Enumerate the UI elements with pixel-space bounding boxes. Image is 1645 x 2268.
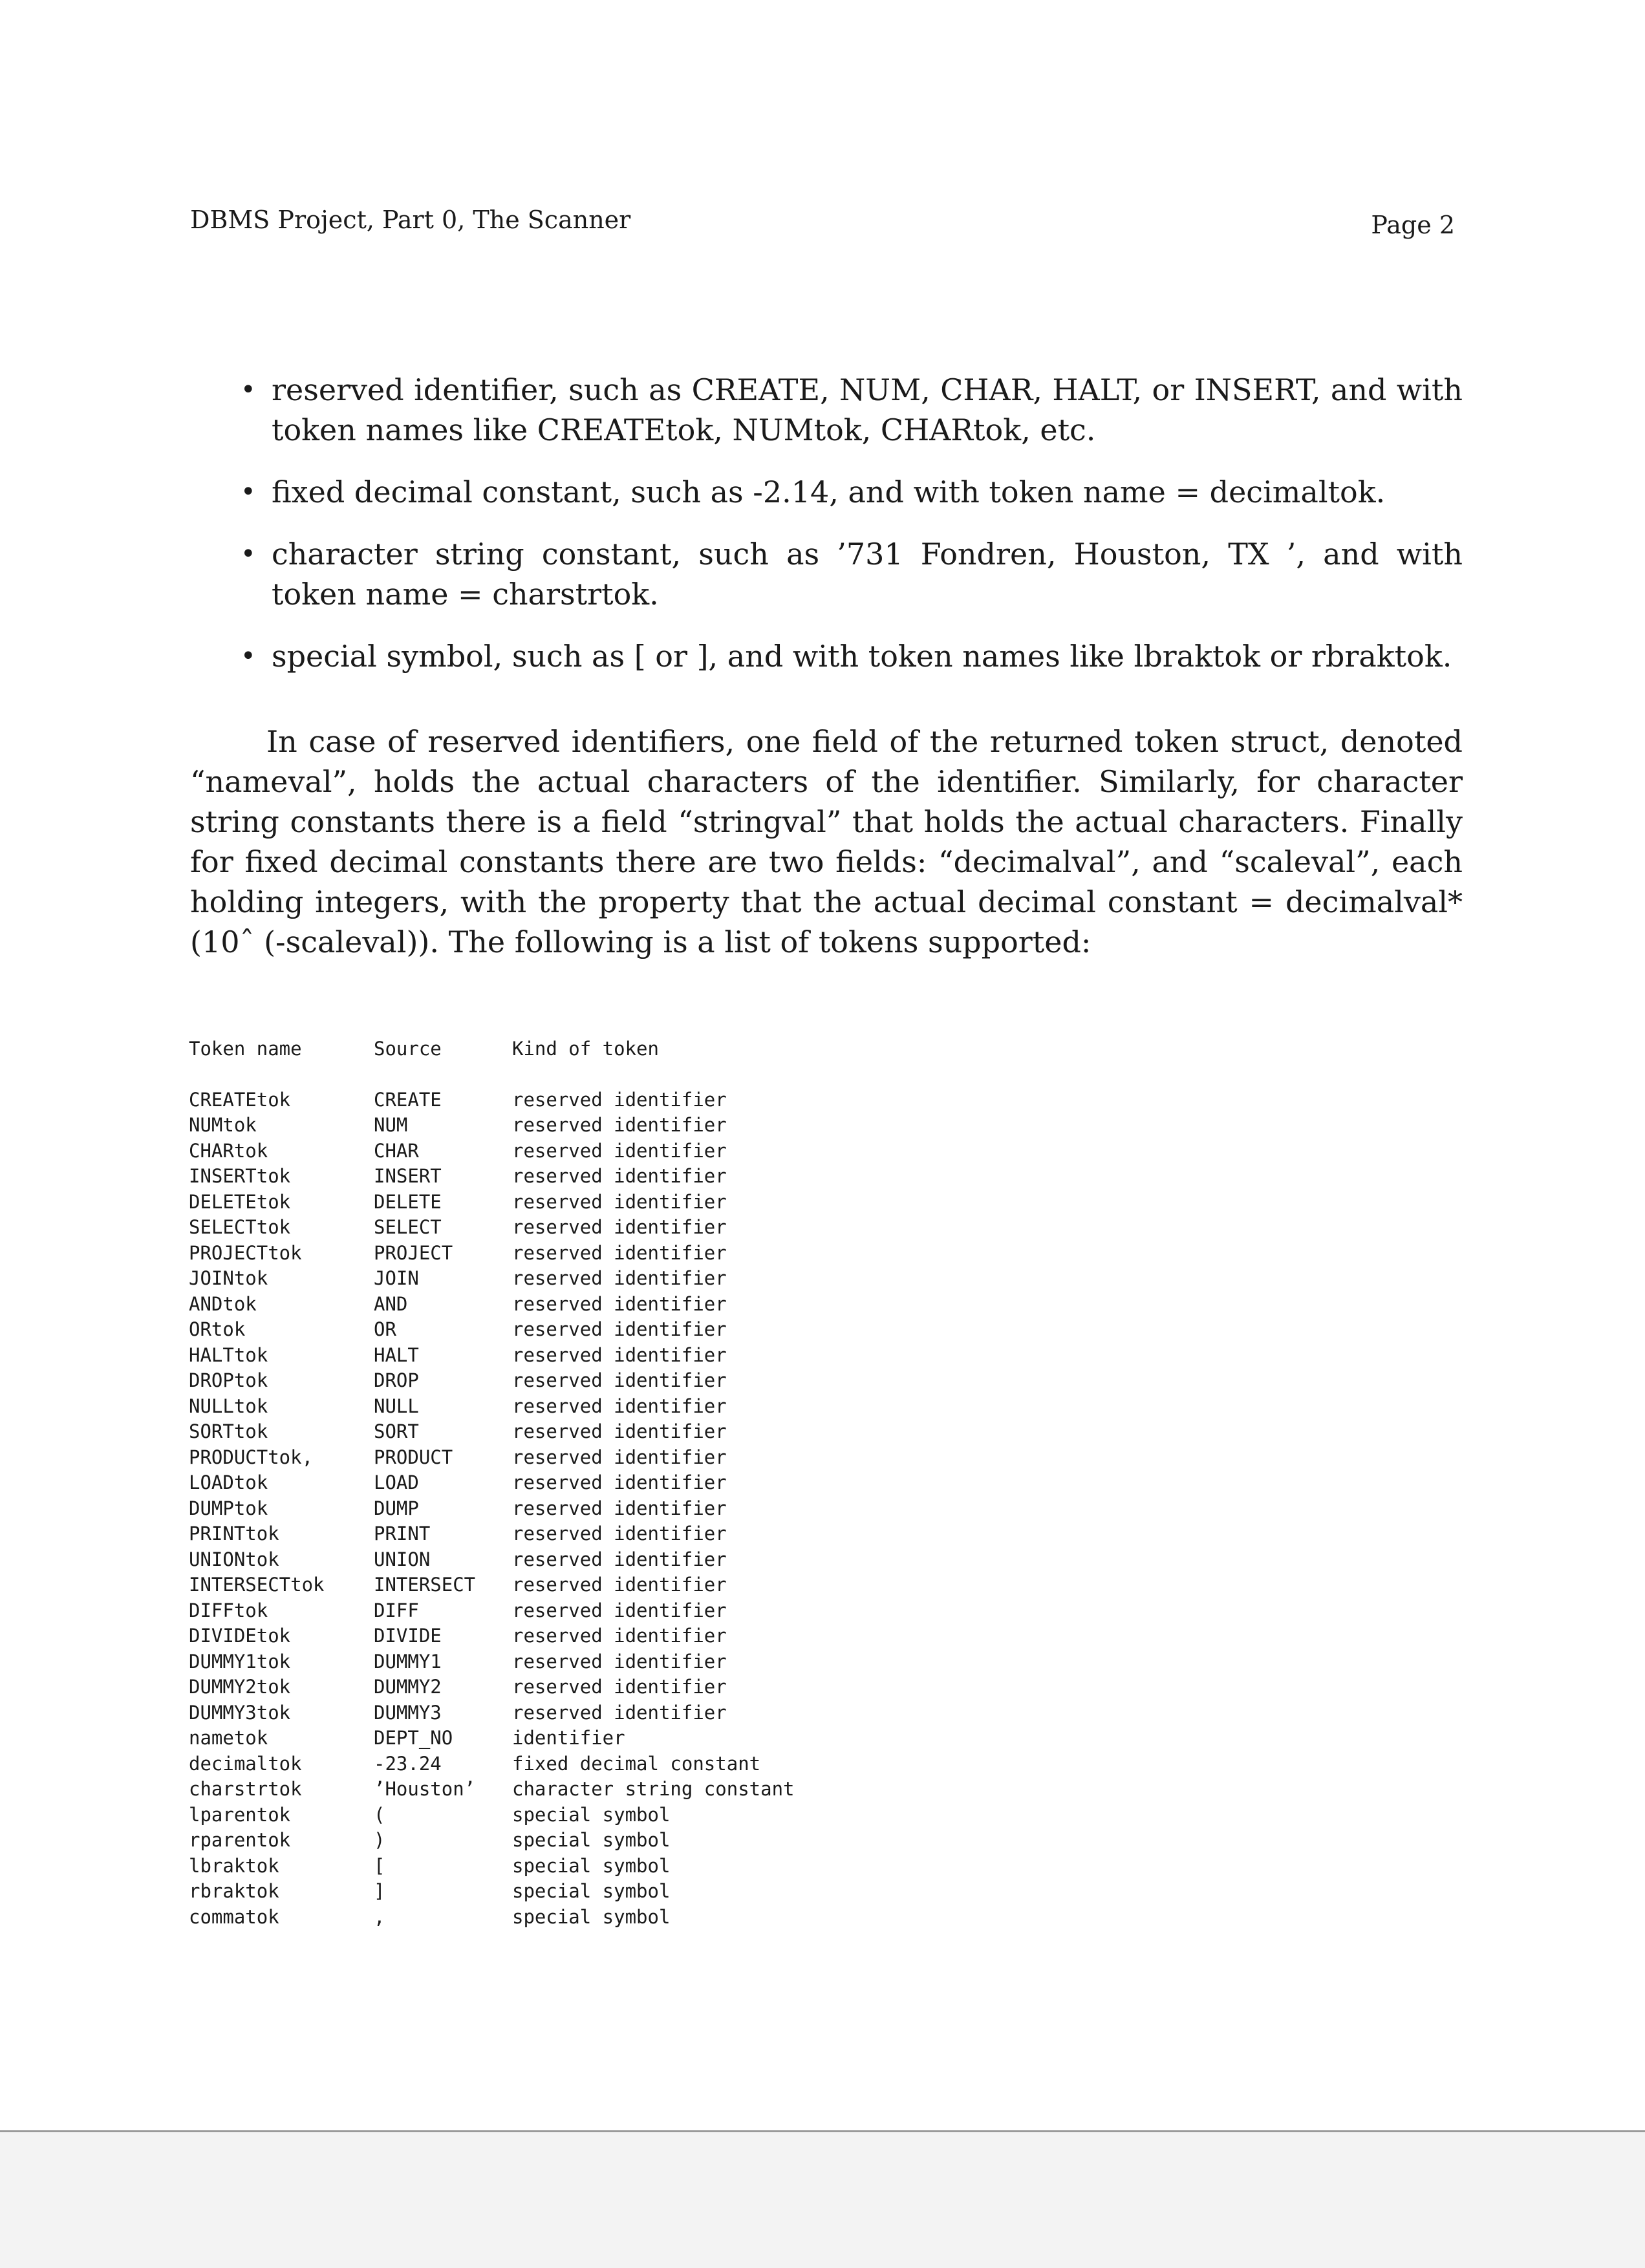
table-row bbox=[189, 1266, 795, 1292]
list-item-text: special symbol, such as [ or ], and with token names like lbraktok or rbraktok. bbox=[272, 639, 1452, 674]
cell-token-name: DROPtok bbox=[189, 1369, 268, 1391]
cell-source: ( bbox=[374, 1803, 385, 1826]
cell-source: CREATE bbox=[374, 1088, 442, 1111]
table-row bbox=[189, 1190, 795, 1215]
cell-kind: reserved identifier bbox=[512, 1523, 727, 1545]
cell-token-name: decimaltok bbox=[189, 1752, 302, 1775]
cell-kind: reserved identifier bbox=[512, 1114, 727, 1136]
cell-source: ’Houston’ bbox=[374, 1778, 476, 1800]
cell-source: LOAD bbox=[374, 1471, 419, 1493]
cell-token-name: INSERTtok bbox=[189, 1165, 291, 1187]
cell-kind: special symbol bbox=[512, 1905, 671, 1928]
cell-token-name: rbraktok bbox=[189, 1880, 279, 1902]
cell-kind: reserved identifier bbox=[512, 1343, 727, 1366]
cell-token-name: DIVIDEtok bbox=[189, 1625, 291, 1647]
cell-kind: identifier bbox=[512, 1727, 625, 1749]
cell-source: ] bbox=[374, 1880, 385, 1902]
token-kind-list bbox=[190, 370, 1463, 676]
table-row bbox=[189, 1087, 795, 1113]
list-item bbox=[190, 534, 1463, 614]
cell-source: NUM bbox=[374, 1114, 408, 1136]
cell-token-name: ANDtok bbox=[189, 1292, 257, 1315]
table-row bbox=[189, 1470, 795, 1496]
cell-kind: reserved identifier bbox=[512, 1625, 727, 1647]
cell-kind: reserved identifier bbox=[512, 1574, 727, 1596]
table-row bbox=[189, 1113, 795, 1139]
cell-kind: reserved identifier bbox=[512, 1497, 727, 1519]
cell-token-name: commatok bbox=[189, 1905, 279, 1928]
cell-token-name: NUMtok bbox=[189, 1114, 257, 1136]
table-row bbox=[189, 1854, 795, 1879]
cell-source: ) bbox=[374, 1829, 385, 1851]
cell-kind: fixed decimal constant bbox=[512, 1752, 761, 1775]
table-row bbox=[189, 1317, 795, 1343]
cell-source: SORT bbox=[374, 1420, 419, 1442]
table-row bbox=[189, 1521, 795, 1547]
page-number: Page 2 bbox=[1371, 211, 1455, 239]
cell-source: INTERSECT bbox=[374, 1574, 476, 1596]
cell-source: DIFF bbox=[374, 1599, 419, 1621]
body-paragraph: In case of reserved identifiers, one field of the returned token struct, denoted “nameval”, holds the actual characters of the identifier. Similarly, for character string constants there is a field “stringval” that holds the actual characters. Finally for fixed decimal constants there are two fields: “decimalval”, and “scaleval”, each holding integers, with the property that the actual decimal constant = decimalval*(10ˆ (-scaleval)). The following is a list of tokens supported: bbox=[190, 724, 1463, 959]
table-row bbox=[189, 1368, 795, 1394]
table-row bbox=[189, 1649, 795, 1675]
table-row bbox=[189, 1292, 795, 1318]
cell-token-name: DELETEtok bbox=[189, 1190, 291, 1213]
cell-kind: reserved identifier bbox=[512, 1088, 727, 1111]
list-item-text: reserved identifier, such as CREATE, NUM, CHAR, HALT, or INSERT, and with token names like CREATEtok, NUMtok, CHARtok, etc. bbox=[272, 372, 1463, 447]
bullet-icon: • bbox=[241, 375, 256, 405]
cell-kind: reserved identifier bbox=[512, 1471, 727, 1493]
column-header-kind: Kind of token bbox=[512, 1038, 659, 1060]
cell-kind: reserved identifier bbox=[512, 1318, 727, 1340]
column-header-token-name: Token name bbox=[189, 1038, 302, 1060]
cell-source: AND bbox=[374, 1292, 408, 1315]
cell-source: , bbox=[374, 1905, 385, 1928]
table-row bbox=[189, 1828, 795, 1854]
cell-token-name: UNIONtok bbox=[189, 1548, 279, 1570]
cell-kind: special symbol bbox=[512, 1803, 671, 1826]
cell-kind: special symbol bbox=[512, 1880, 671, 1902]
cell-token-name: DUMMY3tok bbox=[189, 1701, 291, 1724]
list-item-text: fixed decimal constant, such as -2.14, and with token name = decimaltok. bbox=[272, 475, 1386, 509]
table-row bbox=[189, 1394, 795, 1420]
column-header-source: Source bbox=[374, 1038, 442, 1060]
cell-kind: special symbol bbox=[512, 1829, 671, 1851]
cell-source: DUMMY2 bbox=[374, 1676, 442, 1698]
table-row bbox=[189, 1164, 795, 1190]
cell-token-name: charstrtok bbox=[189, 1778, 302, 1800]
list-item bbox=[190, 370, 1463, 450]
list-item bbox=[190, 636, 1463, 676]
table-row bbox=[189, 1623, 795, 1649]
table-row bbox=[189, 1905, 795, 1931]
cell-source: [ bbox=[374, 1854, 385, 1877]
cell-token-name: INTERSECTtok bbox=[189, 1574, 325, 1596]
table-row bbox=[189, 1726, 795, 1751]
cell-source: NULL bbox=[374, 1395, 419, 1417]
cell-source: PRINT bbox=[374, 1523, 431, 1545]
table-row bbox=[189, 1751, 795, 1777]
table-row bbox=[189, 1572, 795, 1598]
cell-kind: reserved identifier bbox=[512, 1676, 727, 1698]
cell-token-name: DIFFtok bbox=[189, 1599, 268, 1621]
header-title: DBMS Project, Part 0, The Scanner bbox=[190, 206, 631, 234]
cell-token-name: PRODUCTtok, bbox=[189, 1446, 314, 1468]
cell-token-name: lbraktok bbox=[189, 1854, 279, 1877]
table-row bbox=[189, 1674, 795, 1700]
cell-source: DELETE bbox=[374, 1190, 442, 1213]
cell-source: DIVIDE bbox=[374, 1625, 442, 1647]
cell-token-name: DUMMY1tok bbox=[189, 1650, 291, 1673]
cell-token-name: SELECTtok bbox=[189, 1216, 291, 1238]
list-item-text: character string constant, such as ’731 Fondren, Houston, TX ’, and with token name = charstrtok. bbox=[272, 537, 1463, 612]
cell-kind: reserved identifier bbox=[512, 1241, 727, 1264]
cell-source: JOIN bbox=[374, 1267, 419, 1289]
cell-token-name: lparentok bbox=[189, 1803, 291, 1826]
cell-kind: reserved identifier bbox=[512, 1548, 727, 1570]
cell-token-name: CHARtok bbox=[189, 1139, 268, 1162]
cell-token-name: PRINTtok bbox=[189, 1523, 279, 1545]
cell-source: HALT bbox=[374, 1343, 419, 1366]
bullet-icon: • bbox=[241, 641, 256, 671]
table-row bbox=[189, 1777, 795, 1803]
cell-kind: reserved identifier bbox=[512, 1267, 727, 1289]
table-row bbox=[189, 1419, 795, 1445]
cell-kind: reserved identifier bbox=[512, 1395, 727, 1417]
table-row bbox=[189, 1215, 795, 1241]
cell-source: DEPT_NO bbox=[374, 1727, 453, 1749]
cell-kind: reserved identifier bbox=[512, 1420, 727, 1442]
cell-token-name: DUMMY2tok bbox=[189, 1676, 291, 1698]
cell-kind: reserved identifier bbox=[512, 1446, 727, 1468]
cell-kind: reserved identifier bbox=[512, 1701, 727, 1724]
cell-token-name: HALTtok bbox=[189, 1343, 268, 1366]
cell-token-name: NULLtok bbox=[189, 1395, 268, 1417]
cell-kind: reserved identifier bbox=[512, 1369, 727, 1391]
cell-source: CHAR bbox=[374, 1139, 419, 1162]
cell-token-name: DUMPtok bbox=[189, 1497, 268, 1519]
bullet-icon: • bbox=[241, 477, 256, 507]
table-row bbox=[189, 1598, 795, 1624]
table-header-row bbox=[189, 1036, 795, 1087]
table-row bbox=[189, 1496, 795, 1522]
cell-source: DROP bbox=[374, 1369, 419, 1391]
cell-kind: special symbol bbox=[512, 1854, 671, 1877]
list-item bbox=[190, 472, 1463, 512]
cell-source: UNION bbox=[374, 1548, 431, 1570]
cell-token-name: CREATEtok bbox=[189, 1088, 291, 1111]
table-row bbox=[189, 1803, 795, 1828]
bullet-icon: • bbox=[241, 539, 256, 569]
table-row bbox=[189, 1879, 795, 1905]
cell-token-name: rparentok bbox=[189, 1829, 291, 1851]
cell-source: PRODUCT bbox=[374, 1446, 453, 1468]
page-header bbox=[190, 206, 1455, 239]
cell-kind: reserved identifier bbox=[512, 1650, 727, 1673]
cell-kind: character string constant bbox=[512, 1778, 795, 1800]
cell-source: SELECT bbox=[374, 1216, 442, 1238]
cell-source: INSERT bbox=[374, 1165, 442, 1187]
table-row bbox=[189, 1139, 795, 1164]
table-row bbox=[189, 1343, 795, 1369]
cell-source: -23.24 bbox=[374, 1752, 442, 1775]
token-table-body bbox=[189, 1087, 795, 1931]
table-row bbox=[189, 1445, 795, 1471]
cell-kind: reserved identifier bbox=[512, 1599, 727, 1621]
table-row bbox=[189, 1547, 795, 1573]
table-row bbox=[189, 1241, 795, 1267]
cell-kind: reserved identifier bbox=[512, 1216, 727, 1238]
cell-source: DUMMY3 bbox=[374, 1701, 442, 1724]
main-content bbox=[190, 370, 1463, 962]
cell-kind: reserved identifier bbox=[512, 1139, 727, 1162]
cell-token-name: SORTtok bbox=[189, 1420, 268, 1442]
table-row bbox=[189, 1700, 795, 1726]
cell-source: PROJECT bbox=[374, 1241, 453, 1264]
cell-source: OR bbox=[374, 1318, 396, 1340]
cell-source: DUMMY1 bbox=[374, 1650, 442, 1673]
cell-kind: reserved identifier bbox=[512, 1165, 727, 1187]
cell-kind: reserved identifier bbox=[512, 1292, 727, 1315]
cell-token-name: nametok bbox=[189, 1727, 268, 1749]
cell-token-name: LOADtok bbox=[189, 1471, 268, 1493]
cell-source: DUMP bbox=[374, 1497, 419, 1519]
token-table bbox=[189, 1036, 795, 1930]
cell-kind: reserved identifier bbox=[512, 1190, 727, 1213]
cell-token-name: JOINtok bbox=[189, 1267, 268, 1289]
scan-bottom-edge bbox=[0, 2130, 1645, 2268]
cell-token-name: ORtok bbox=[189, 1318, 246, 1340]
cell-token-name: PROJECTtok bbox=[189, 1241, 302, 1264]
